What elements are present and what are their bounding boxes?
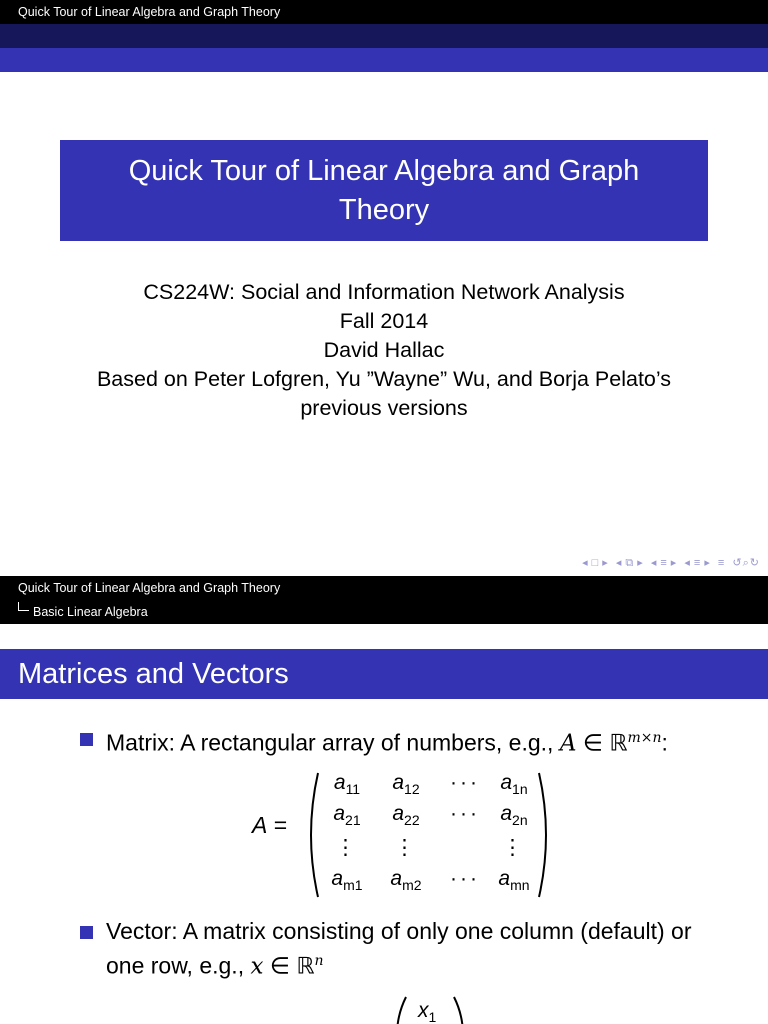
matrix-cell: ··· <box>450 771 480 794</box>
matrix-display <box>0 766 768 901</box>
subtitle-line: CS224W: Social and Information Network Analysis <box>143 280 625 304</box>
headline-text: Quick Tour of Linear Algebra and Graph Theory <box>18 581 281 595</box>
vector-entry: $x_1$ <box>418 999 437 1024</box>
right-paren-icon <box>452 995 466 1024</box>
bullet-matrix <box>80 723 720 759</box>
nav-prev-section-icon[interactable]: ◂ <box>650 557 658 569</box>
matrix-cell: $a_{mn}$ <box>498 867 530 894</box>
bullet-square-icon <box>80 926 93 939</box>
bullet-text: Vector: A matrix consisting of only one column (default) or one row, e.g., x ∈ ℝ$^n$ <box>106 918 692 980</box>
subtitle-block <box>0 278 768 423</box>
matrix-cell: ··· <box>450 867 480 890</box>
frame-title-text: Matrices and Vectors <box>18 658 289 690</box>
subtitle-line: Fall 2014 <box>339 309 429 333</box>
vector-display <box>390 991 470 1024</box>
nav-prev-subsection-icon[interactable]: ◂ <box>615 557 623 569</box>
matrix-cell: $a_{21}$ <box>333 802 361 829</box>
nav-subsection-icon[interactable]: ⧉ <box>625 557 635 569</box>
title-box <box>60 140 708 241</box>
headline-text: Quick Tour of Linear Algebra and Graph Theory <box>18 5 281 19</box>
left-paren-icon <box>394 995 408 1024</box>
bullet-text: Matrix: A rectangular array of numbers, e.g., A ∈ ℝ$^{m\times n}$: <box>106 729 668 757</box>
bullet-vector <box>80 916 720 982</box>
decor-bar-dark <box>0 24 768 48</box>
subsection-bar <box>0 600 768 624</box>
frame-title <box>0 649 768 699</box>
headline-bar <box>0 576 768 600</box>
nav-search-icon[interactable]: ↺⌕↻ <box>732 557 760 569</box>
matrix-cell: $a_{2n}$ <box>500 802 528 829</box>
nav-doc-icon[interactable]: ≡ <box>693 557 702 569</box>
matrix-cell: $a_{11}$ <box>333 771 361 798</box>
matrix-cell: $a_{m1}$ <box>331 867 363 894</box>
content-slide <box>0 576 768 1024</box>
nav-next-doc-icon[interactable]: ▸ <box>704 557 711 569</box>
matrix-cell: $a_{m2}$ <box>390 867 422 894</box>
nav-next-subsection-icon[interactable]: ▸ <box>637 557 644 569</box>
nav-frame-icon[interactable]: □ <box>591 557 600 569</box>
navigation-controls <box>579 556 760 570</box>
subtitle-line: previous versions <box>300 396 468 420</box>
nav-align-icon[interactable]: ≡ <box>717 557 726 569</box>
matrix-cell: $a_{12}$ <box>392 771 420 798</box>
matrix-cell: ··· <box>450 802 480 825</box>
nav-prev-icon[interactable]: ◂ <box>582 557 589 569</box>
subtitle-line: David Hallac <box>323 338 445 362</box>
subsection-text: Basic Linear Algebra <box>33 605 148 619</box>
matrix-cell: ⋮ <box>394 836 418 859</box>
nav-section-icon[interactable]: ≡ <box>660 557 668 569</box>
title-line-1: Quick Tour of Linear Algebra and Graph <box>128 155 640 187</box>
subtitle-line: Based on Peter Lofgren, Yu ”Wayne” Wu, and Borja Pelato’s <box>96 367 672 391</box>
bullet-square-icon <box>80 733 93 746</box>
nav-next-section-icon[interactable]: ▸ <box>670 557 678 569</box>
matrix-cell: ⋮ <box>335 836 359 859</box>
matrix-cell: $a_{1n}$ <box>500 771 528 798</box>
title-line-2: Theory <box>338 194 430 226</box>
matrix-lhs: A = <box>252 812 288 838</box>
matrix-cell: $a_{22}$ <box>392 802 420 829</box>
matrix-cell: ⋮ <box>502 836 526 859</box>
tree-corner-icon <box>18 602 29 611</box>
headline-bar <box>0 0 768 24</box>
nav-next-icon[interactable]: ▸ <box>602 557 609 569</box>
decor-bar-blue <box>0 48 768 72</box>
nav-prev-doc-icon[interactable]: ◂ <box>684 557 691 569</box>
